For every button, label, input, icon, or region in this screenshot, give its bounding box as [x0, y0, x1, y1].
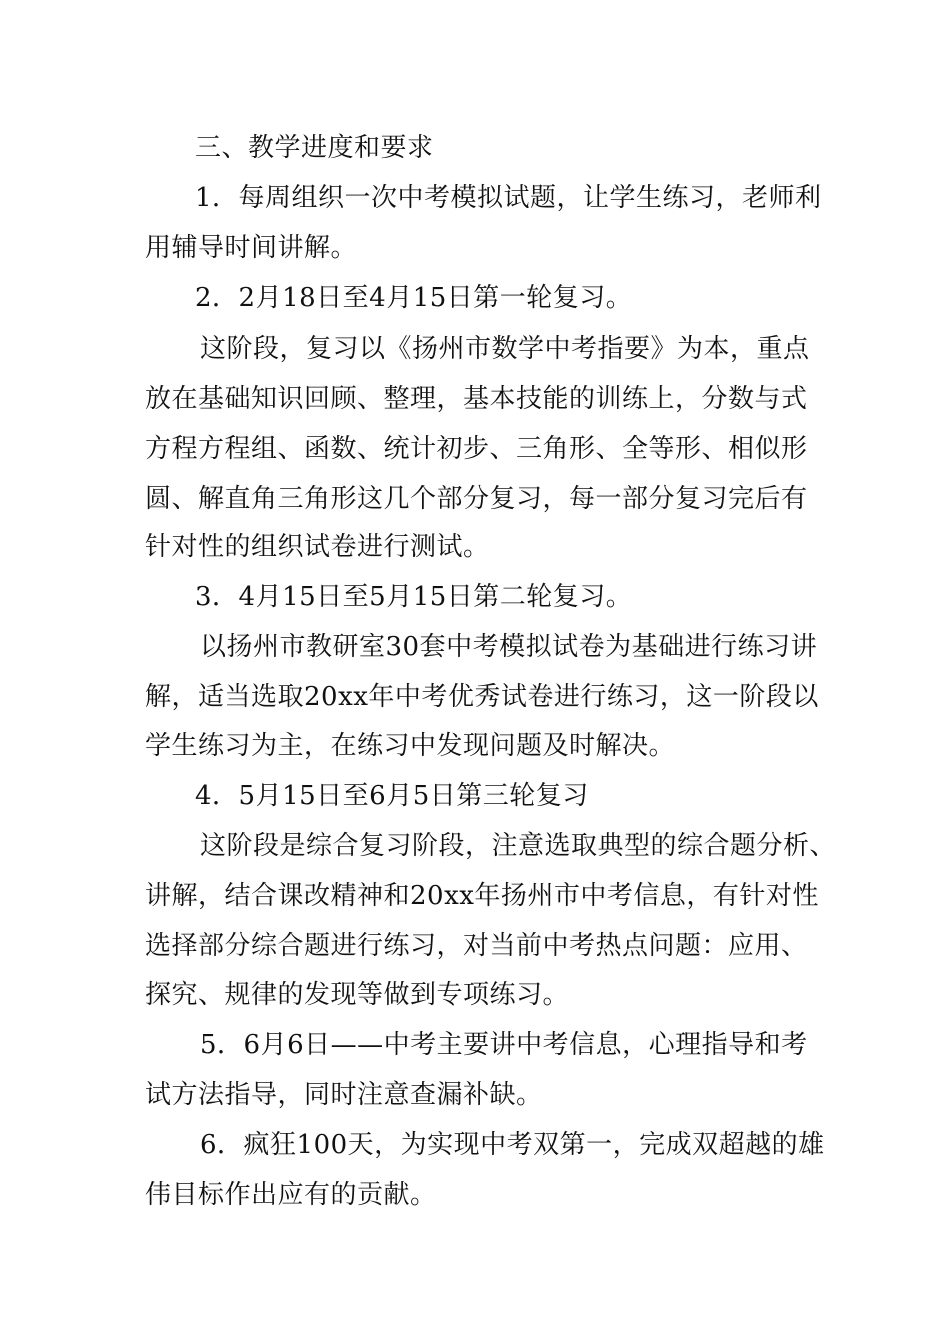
- item-3-para-line-3: 学生练习为主，在练习中发现问题及时解决。: [145, 731, 676, 761]
- item-4-heading: 4．5月15日至6月5日第三轮复习: [195, 781, 589, 811]
- item-1-line-1: 1．每周组织一次中考模拟试题，让学生练习，老师利: [195, 183, 822, 213]
- item-1-line-2: 用辅导时间讲解。: [145, 233, 358, 263]
- item-4-para-line-4: 探究、规律的发现等做到专项练习。: [145, 980, 570, 1010]
- item-2-heading: 2．2月18日至4月15日第一轮复习。: [195, 283, 633, 313]
- item-6-line-1: 6．疯狂100天，为实现中考双第一，完成双超越的雄: [200, 1130, 825, 1160]
- item-2-para-line-1: 这阶段，复习以《扬州市数学中考指要》为本，重点: [200, 334, 810, 364]
- item-4-para-line-2: 讲解，结合课改精神和20xx年扬州市中考信息，有针对性: [145, 881, 819, 911]
- item-2-para-line-5: 针对性的组织试卷进行测试。: [145, 532, 490, 562]
- item-4-para-line-1: 这阶段是综合复习阶段，注意选取典型的综合题分析、: [200, 831, 837, 861]
- item-2-para-line-4: 圆、解直角三角形这几个部分复习，每一部分复习完后有: [145, 484, 808, 514]
- item-6-line-2: 伟目标作出应有的贡献。: [145, 1180, 437, 1210]
- item-3-para-line-1: 以扬州市教研室30套中考模拟试卷为基础进行练习讲: [200, 632, 818, 662]
- item-5-line-1: 5．6月6日——中考主要讲中考信息，心理指导和考: [200, 1030, 808, 1060]
- item-2-para-line-3: 方程方程组、函数、统计初步、三角形、全等形、相似形: [145, 434, 808, 464]
- item-3-heading: 3．4月15日至5月15日第二轮复习。: [195, 582, 633, 612]
- section-heading: 三、教学进度和要求: [195, 133, 434, 163]
- item-3-para-line-2: 解，适当选取20xx年中考优秀试卷进行练习，这一阶段以: [145, 682, 819, 712]
- item-2-para-line-2: 放在基础知识回顾、整理，基本技能的训练上，分数与式: [145, 384, 808, 414]
- item-5-line-2: 试方法指导，同时注意查漏补缺。: [145, 1080, 543, 1110]
- item-4-para-line-3: 选择部分综合题进行练习，对当前中考热点问题：应用、: [145, 931, 808, 961]
